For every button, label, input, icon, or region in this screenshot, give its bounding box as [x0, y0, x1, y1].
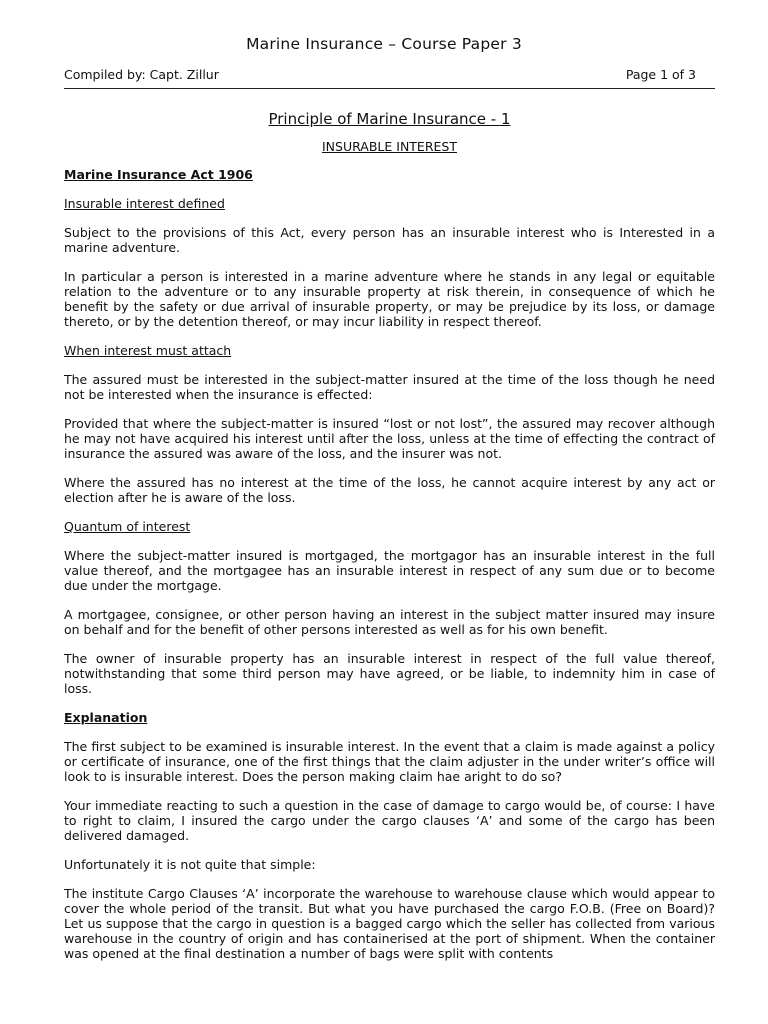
subheading-defined: Insurable interest defined: [64, 196, 225, 211]
subject-title: INSURABLE INTEREST: [322, 139, 457, 154]
paragraph: The institute Cargo Clauses ‘A’ incorporate the warehouse to warehouse clause which would appear to cover the whole period of the transit. But what you have purchased the cargo F.O.B. (Free on Board)? Let us suppose that the cargo in question is a bagged cargo which the seller has collected from various warehouse in the country of origin and has containerised at the port of shipment. When the container was opened at the final destination a number of bags were split with contents: [64, 886, 715, 961]
paragraph: Your immediate reacting to such a question in the case of damage to cargo would be, of course: I have to right to claim, I insured the cargo under the cargo clauses ‘A’ and some of the cargo has been delivered damaged.: [64, 798, 715, 843]
paragraph: Where the assured has no interest at the time of the loss, he cannot acquire interest by any act or election after he is aware of the loss.: [64, 475, 715, 505]
subheading-explanation: Explanation: [64, 710, 148, 725]
paragraph: Provided that where the subject-matter is insured “lost or not lost”, the assured may recover although he may not have acquired his interest until after the loss, unless at the time of effecting the contract of insurance the assured was aware of the loss, and the insurer was not.: [64, 416, 715, 461]
paragraph: Unfortunately it is not quite that simple:: [64, 857, 316, 872]
document-title: Marine Insurance – Course Paper 3: [246, 35, 522, 53]
header-divider: [64, 88, 715, 89]
document-body: [64, 110, 715, 975]
paragraph: A mortgagee, consignee, or other person having an interest in the subject matter insured may insure on behalf and for the benefit of other persons interested as well as for his own benefit.: [64, 607, 715, 637]
compiled-by: Compiled by: Capt. Zillur: [64, 67, 219, 82]
paragraph: Subject to the provisions of this Act, every person has an insurable interest who is Interested in a marine adventure.: [64, 225, 715, 255]
subheading-quantum: Quantum of interest: [64, 519, 191, 534]
paragraph: Where the subject-matter insured is mortgaged, the mortgagor has an insurable interest in the full value thereof, and the mortgagee has an insurable interest in respect of any sum due or to become due under the mortgage.: [64, 548, 715, 593]
section-title: Principle of Marine Insurance - 1: [268, 110, 511, 128]
page-number: Page 1 of 3: [625, 67, 696, 82]
paragraph: In particular a person is interested in a marine adventure where he stands in any legal or equitable relation to the adventure or to any insurable property at risk therein, in consequence of which he benefit by the safety or due arrival of insurable property, or may be prejudice by its loss, or damage thereto, or by the detention thereof, or may incur liability in respect thereof.: [64, 269, 715, 329]
paragraph: The first subject to be examined is insurable interest. In the event that a claim is made against a policy or certificate of insurance, one of the first things that the claim adjuster in the under writer’s office will look to is insurable interest. Does the person making claim hae aright to do so?: [64, 739, 715, 784]
subheading-attach: When interest must attach: [64, 343, 232, 358]
paragraph: The owner of insurable property has an insurable interest in respect of the full value thereof, notwithstanding that some third person may have agreed, or be liable, to indemnity him in case of loss.: [64, 651, 715, 696]
paragraph: The assured must be interested in the subject-matter insured at the time of the loss though he need not be interested when the insurance is effected:: [64, 372, 715, 402]
act-heading: Marine Insurance Act 1906: [64, 167, 253, 182]
